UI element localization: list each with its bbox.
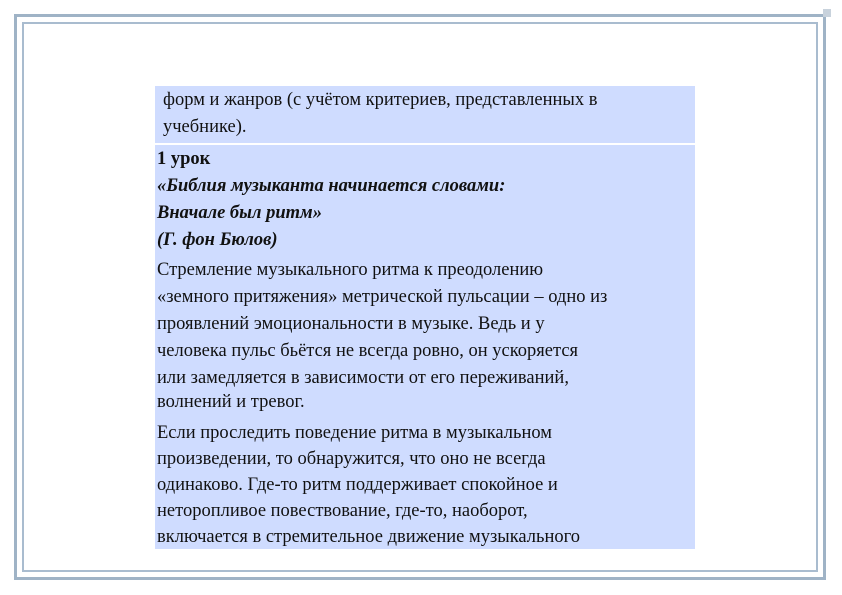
intro-line-2: учебнике). [163,117,247,137]
paragraph2-line-5: включается в стремительное движение музыкального [157,527,580,547]
epigraph-attribution: (Г. фон Бюлов) [157,230,278,250]
epigraph-line-2: Вначале был ритм» [157,203,322,223]
paragraph1-line-3: проявлений эмоциональности в музыке. Ведь и у [157,314,545,334]
paragraph1-line-1: Стремление музыкального ритма к преодолению [157,260,544,280]
paragraph2-line-2: произведении, то обнаружится, что оно не всегда [157,449,546,469]
corner-mark [823,9,831,17]
epigraph-line-1: «Библия музыканта начинается словами: [157,176,506,196]
paragraph1-line-6: волнений и тревог. [157,392,305,412]
paragraph2-line-3: одинаково. Где-то ритм поддерживает спокойное и [157,475,558,495]
paragraph2-line-4: неторопливое повествование, где-то, наоборот, [157,501,528,521]
paragraph2-line-1: Если проследить поведение ритма в музыкальном [157,423,552,443]
paragraph1-line-2: «земного притяжения» метрической пульсации – одно из [157,287,608,307]
paragraph1-line-5: или замедляется в зависимости от его переживаний, [157,368,569,388]
lesson-heading: 1 урок [157,149,211,169]
intro-line-1: форм и жанров (с учётом критериев, представленных в [163,90,598,110]
paragraph1-line-4: человека пульс бьётся не всегда ровно, он ускоряется [157,341,579,361]
